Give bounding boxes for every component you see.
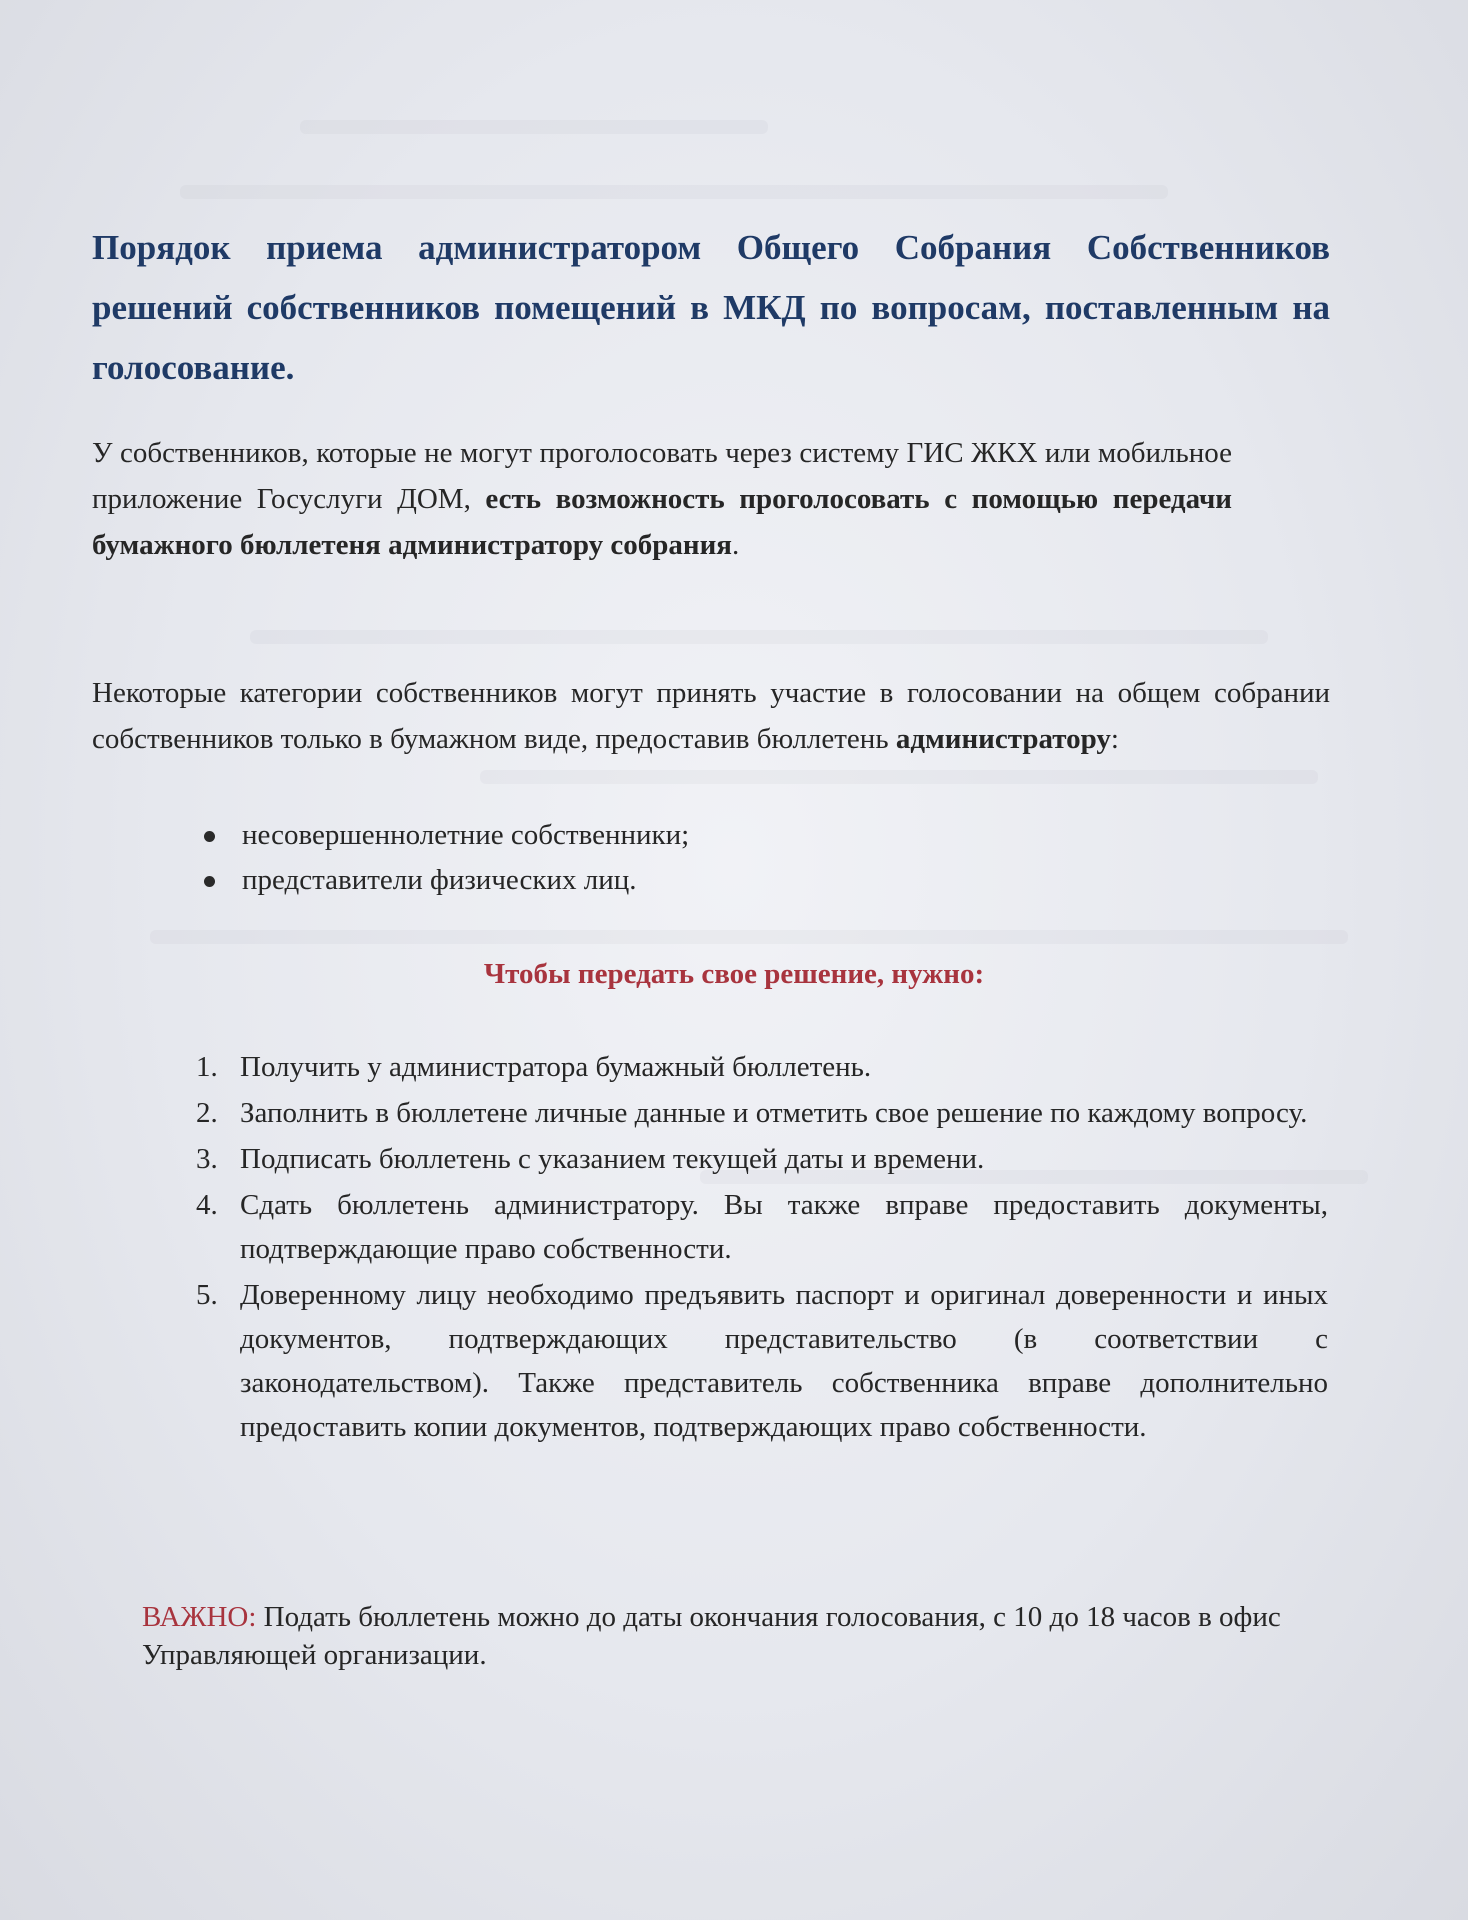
steps-list <box>196 1045 1328 1451</box>
categories-list <box>200 813 689 903</box>
categories-text: Некоторые категории собственников могут принять участие в голосовании на общем собрании собственников только в бумажном виде, предоставив бюллетень <box>92 677 1330 755</box>
steps-heading: Чтобы передать свое решение, нужно: <box>483 958 985 990</box>
show-through-line <box>150 930 1348 944</box>
show-through-line <box>480 770 1318 784</box>
step-number: 3. <box>196 1143 218 1175</box>
show-through-line <box>250 630 1268 644</box>
step-item <box>196 1273 1328 1449</box>
step-item <box>196 1137 1328 1181</box>
step-item <box>196 1091 1328 1135</box>
intro-end: . <box>731 529 740 561</box>
step-number: 2. <box>196 1097 218 1129</box>
step-text: Доверенному лицу необходимо предъявить паспорт и оригинал доверенности и иных документов, подтверждающих представительство (в соответствии с законодательством). Также представитель собственника вправе дополнительно предоставить копии документов, подтверждающих право собственности. <box>240 1279 1328 1443</box>
show-through-line <box>180 185 1168 199</box>
intro-text: У собственников, которые не могут проголосовать через систему ГИС ЖКХ или мобильное приложение Госуслуги ДОМ, <box>92 437 1232 515</box>
important-label: ВАЖНО: <box>142 1601 257 1633</box>
step-number: 1. <box>196 1051 218 1083</box>
step-item <box>196 1045 1328 1089</box>
list-item: несовершеннолетние собственники; <box>200 813 689 858</box>
intro-bold-text: есть возможность проголосовать с помощью передачи бумажного бюллетеня администратору собрания <box>92 483 1233 561</box>
categories-end: : <box>1110 723 1119 755</box>
categories-bold-text: администратору <box>895 723 1111 755</box>
step-text: Подписать бюллетень с указанием текущей даты и времени. <box>240 1143 985 1175</box>
step-text: Получить у администратора бумажный бюллетень. <box>240 1051 872 1083</box>
categories-paragraph <box>92 670 1330 762</box>
important-text: Подать бюллетень можно до даты окончания голосования, с 10 до 18 часов в офис Управляющей организации. <box>142 1601 1281 1671</box>
step-text: Сдать бюллетень администратору. Вы также вправе предоставить документы, подтверждающие право собственности. <box>240 1189 1328 1265</box>
list-item: представители физических лиц. <box>200 858 689 903</box>
step-number: 5. <box>196 1279 218 1311</box>
step-text: Заполнить в бюллетене личные данные и отметить свое решение по каждому вопросу. <box>240 1097 1308 1129</box>
document-title: Порядок приема администратором Общего Собрания Собственников решений собственников помещений в МКД по вопросам, поставленным на голосование. <box>92 228 1330 387</box>
important-note <box>142 1598 1292 1674</box>
step-number: 4. <box>196 1189 218 1221</box>
step-item <box>196 1183 1328 1271</box>
show-through-line <box>300 120 768 134</box>
intro-paragraph <box>92 430 1232 568</box>
